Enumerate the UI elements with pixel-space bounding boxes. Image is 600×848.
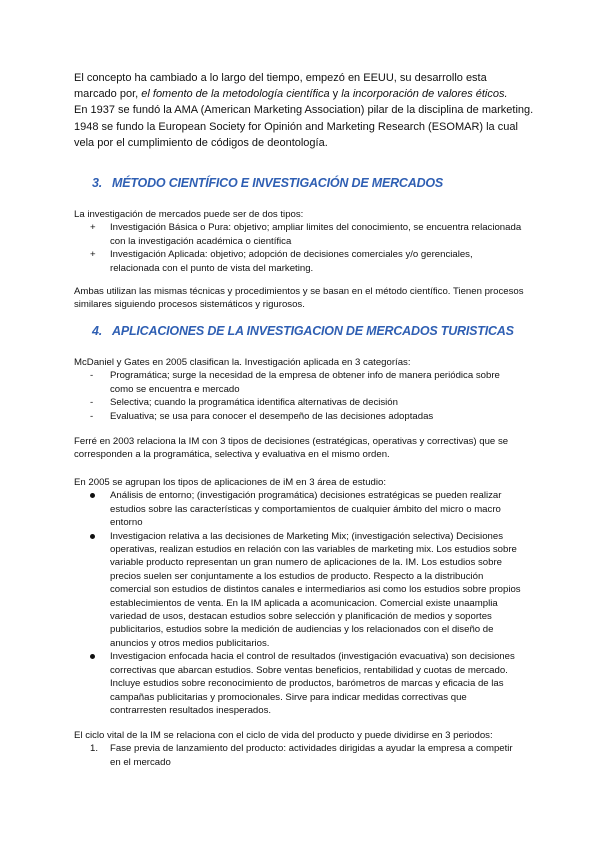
intro-line-2-start: marcado por, [74,88,142,101]
mcdaniel-list [74,369,524,423]
list-item-text: Programática; surge la necesidad de la empresa de obtener info de manera periódica sobre como se encuentra e mercado [110,370,500,395]
ferre-text: Ferré en 2003 relaciona la IM con 3 tipos de decisiones (estratégicas, operativas y correctivas) que se corresponden a la programática, selectiva y evaluativa en el mismo orden. [74,436,509,461]
section-3-closing-text: Ambas utilizan las mismas técnicas y procedimientos y se basan en el método científico. Tienen procesos similares siguiendo procesos sistemáticos y rigurosos. [74,286,524,311]
intro-paragraph [74,70,534,151]
mcdaniel-lead: McDaniel y Gates en 2005 clasifican la. Investigación aplicada en 3 categorías: [74,357,411,368]
list-item [74,221,524,248]
list-item-text: Investigación Aplicada: objetivo; adopción de decisiones comerciales y/o gerenciales, relacionada con el punto de vista del marketing. [110,249,473,274]
list-item-text: Investigacion enfocada hacia el control de resultados (investigación evacuativa) son decisiones correctivas que abarcan estudios. Sobre ventas beneficios, rentabilidad y cuotas de mercado. Incluye estudios sobre reconocimiento de productos, barómetros de marcas y eficacia de las campañas publicitarias y promocionales. Sirve para indicar medidas correctivas que contrarresten resultados inesperados. [110,651,515,716]
areas-list [74,489,524,717]
list-item [74,248,524,275]
bullet-dot-icon [90,654,95,659]
areas-lead: En 2005 se agrupan los tipos de aplicaciones de iM en 3 área de estudio: [74,477,387,488]
list-item [74,530,524,651]
section-4-title: APLICACIONES DE LA INVESTIGACION DE MERCADOS TURISTICAS [112,324,514,338]
intro-line-4: 1948 se fundo la European Society for Opinión and Marketing Research (ESOMAR) la cual vela por el cumplimiento de códigos de deontología. [74,120,518,149]
list-item [74,410,524,423]
intro-line-3: En 1937 se fundó la AMA (American Marketing Association) pilar de la disciplina de marketing. [74,104,534,117]
list-item-text: Investigación Básica o Pura: objetivo; ampliar limites del conocimiento, se encuentra relacionada con la investigación académica o científica [110,222,522,247]
list-marker: 1. [90,743,99,755]
cycle-list [74,742,524,769]
section-4-number: 4. [92,324,103,338]
cycle-lead: El ciclo vital de la IM se relaciona con el ciclo de vida del producto y puede dividirse en 3 periodos: [74,730,493,741]
list-marker: - [90,397,94,409]
intro-italic-2: la incorporación de valores éticos. [341,88,508,101]
bullet-dot-icon [90,493,95,498]
list-item [74,650,524,717]
list-item [74,396,524,409]
list-marker: - [90,410,94,422]
section-3-heading [92,176,443,190]
list-item-text: Análisis de entorno; (investigación programática) decisiones estratégicas se pueden realizar estudios sobre las características y comportamientos de cualquier ámbito del micro o macro entorno [110,490,502,529]
list-item [74,742,524,769]
mcdaniel-block [74,356,524,423]
intro-line-1: El concepto ha cambiado a lo largo del tiempo, empezó en EEUU, su desarrollo esta [74,72,487,84]
list-item-text: Selectiva; cuando la programática identifica alternativas de decisión [110,397,398,409]
section-3-number: 3. [92,176,103,190]
section-3-list [74,221,524,275]
list-item-text: Evaluativa; se usa para conocer el desempeño de las decisiones adoptadas [110,410,434,422]
areas-block [74,476,524,717]
intro-italic-1: el fomento de la metodología científica [141,88,330,101]
bullet-dot-icon [90,534,95,539]
section-3-body [74,208,524,275]
section-3-lead: La investigación de mercados puede ser de dos tipos: [74,209,304,220]
section-4-heading [92,324,514,338]
list-item-text: Investigacion relativa a las decisiones de Marketing Mix; (investigación selectiva) Decisiones operativas, realizan estudios en relación con las variables de marketing mix. Los estudios sobre variable producto representan un gran numero de aplicaciones de la. IM. Los estudios sobre precios suelen ser conjuntamente a los estudios de producto. Respecto a la distribución comercial son estudios de distintos canales e intermediarios asi como los estudios sobre propios establecimientos de venta. En la IM aplicada a acomunicacion. Comercial existe unaamplia variedad de usos, destacan estudios sobre selección y planificación de medios y soportes publicitarios, estudios sobre la medición de audiencias y los relacionados con el diseño de anuncios y otros medios publicitarios. [110,530,521,649]
list-item [74,489,524,529]
list-item [74,369,524,396]
list-marker: - [90,370,94,382]
section-3-closing [74,285,524,312]
cycle-block [74,729,524,769]
list-item-text: Fase previa de lanzamiento del producto: actividades dirigidas a ayudar la empresa a competir en el mercado [110,743,513,768]
ferre-paragraph [74,435,524,462]
intro-line-2-mid: y [329,88,342,101]
section-3-title: MÉTODO CIENTÍFICO E INVESTIGACIÓN DE MERCADOS [112,176,444,190]
list-marker: + [90,249,96,261]
intro-line-2 [74,86,534,102]
list-marker: + [90,222,96,234]
